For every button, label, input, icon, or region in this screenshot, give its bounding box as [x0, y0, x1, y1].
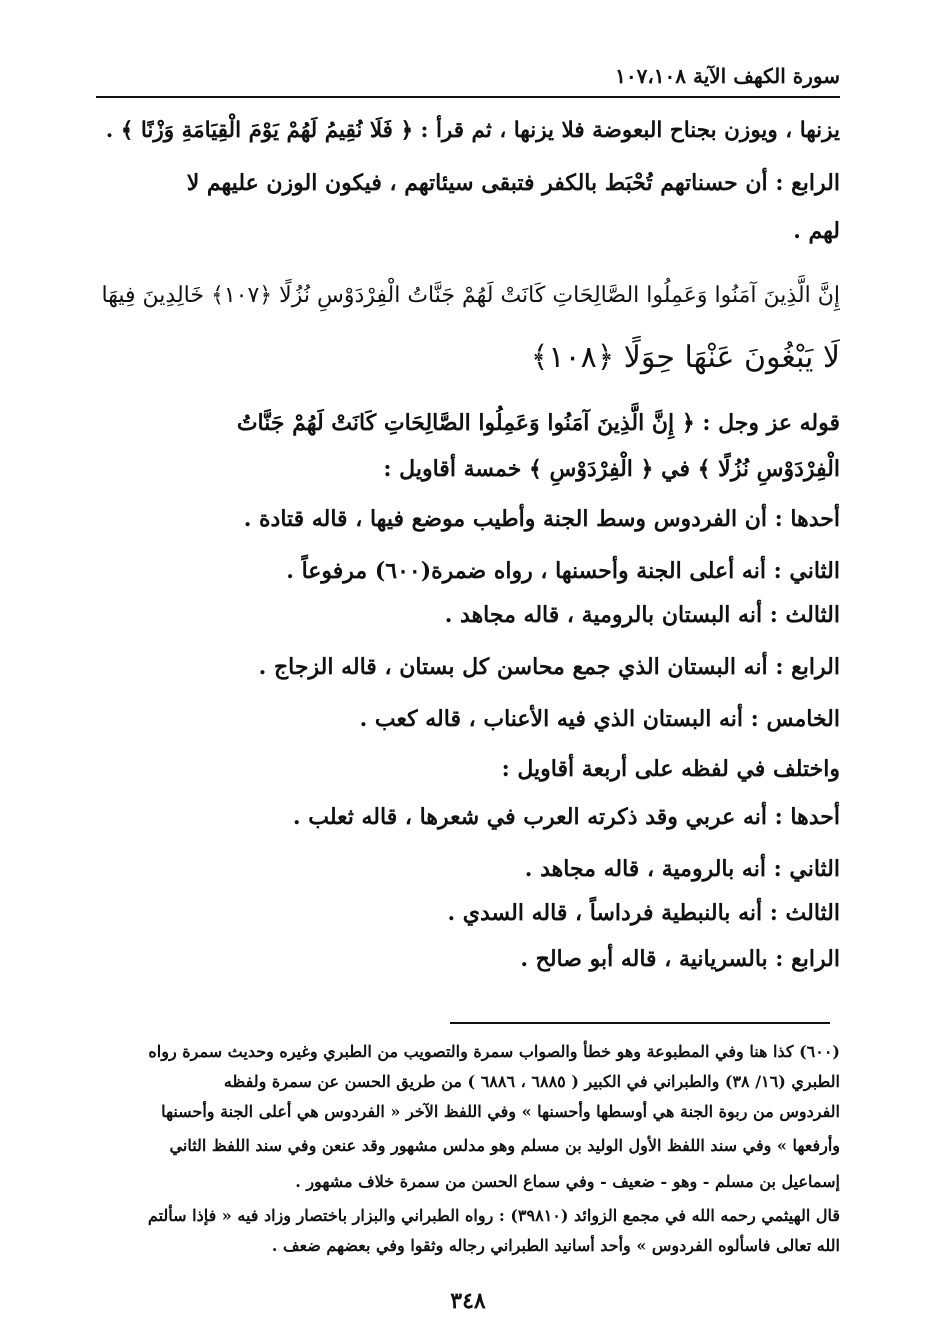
commentary-line: الْفِرْدَوْسِ نُزُلًا ﴾ في ﴿ الْفِرْدَوْسِ ﴾ خمسة أقاويل : — [383, 456, 840, 482]
commentary-line: الثالث : أنه البستان بالرومية ، قاله مجاهد . — [444, 602, 840, 628]
body-line: يزنها ، ويوزن بجناح البعوضة فلا يزنها ، ثم قرأ : ﴿ فَلَا نُقِيمُ لَهُمْ يَوْمَ الْقِيَامَةِ وَزْنًا ﴾ . — [105, 118, 840, 143]
header-rule — [96, 96, 840, 98]
quran-verse-line: لَا يَبْغُونَ عَنْهَا حِوَلًا ﴿١٠٨﴾ — [530, 340, 840, 375]
page-number: ٣٤٨ — [450, 1288, 486, 1314]
body-line: الرابع : أن حسناتهم تُحْبَط بالكفر فتبقى سيئاتهم ، فيكون الوزن عليهم لا — [186, 170, 840, 196]
footnote-line: الله تعالى فاسألوه الفردوس » وأحد أسانيد الطبراني رجاله وثقوا وفي بعضهم ضعف . — [271, 1236, 840, 1255]
footnote-line: قال الهيثمي رحمه الله في مجمع الزوائد (٣٩٨١٠) : رواه الطبراني والبزار باختصار وزاد فيه « فإذا سألتم — [147, 1206, 840, 1225]
footnote-line: (٦٠٠) كذا هنا وفي المطبوعة وهو خطأ والصواب سمرة والتصويب من الطبري وغيره وحديث سمرة رواه — [148, 1042, 840, 1061]
footnote-rule — [450, 1022, 830, 1024]
commentary-line: واختلف في لفظه على أربعة أقاويل : — [501, 756, 840, 782]
quran-verse-line: إِنَّ الَّذِينَ آمَنُوا وَعَمِلُوا الصَّالِحَاتِ كَانَتْ لَهُمْ جَنَّاتُ الْفِرْدَوْسِ نُزُلًا ﴿١٠٧﴾ خَالِدِينَ فِيهَا — [101, 283, 840, 308]
commentary-line: الثاني : أنه بالرومية ، قاله مجاهد . — [524, 856, 840, 882]
commentary-line: الثالث : أنه بالنبطية فرداساً ، قاله السدي . — [447, 900, 840, 926]
commentary-line: أحدها : أن الفردوس وسط الجنة وأطيب موضع فيها ، قاله قتادة . — [243, 506, 840, 532]
commentary-line: قوله عز وجل : ﴿ إِنَّ الَّذِينَ آمَنُوا وَعَمِلُوا الصَّالِحَاتِ كَانَتْ لَهُمْ جَنَّاتُ — [236, 410, 840, 436]
commentary-line: الثاني : أنه أعلى الجنة وأحسنها ، رواه ضمرة(٦٠٠) مرفوعاً . — [286, 558, 840, 584]
running-title: سورة الكهف الآية ١٠٧،١٠٨ — [615, 64, 840, 88]
commentary-line: أحدها : أنه عربي وقد ذكرته العرب في شعرها ، قاله ثعلب . — [292, 804, 840, 830]
footnote-line: وأرفعها » وفي سند اللفظ الأول الوليد بن مسلم وهو مدلس مشهور وقد عنعن وفي سند اللفظ الثاني — [169, 1136, 840, 1155]
commentary-line: الخامس : أنه البستان الذي فيه الأعناب ، قاله كعب . — [359, 706, 840, 732]
body-line: لهم . — [793, 218, 840, 244]
footnote-line: الفردوس من ربوة الجنة هي أوسطها وأحسنها » وفي اللفظ الآخر « الفردوس هي أعلى الجنة وأحسنها — [161, 1102, 840, 1121]
footnote-line: الطبري (١٦/ ٣٨) والطبراني في الكبير ( ٦٨٨٥ ، ٦٨٨٦ ) من طريق الحسن عن سمرة ولفظه — [223, 1072, 840, 1091]
footnote-line: إسماعيل بن مسلم - وهو - ضعيف - وفي سماع الحسن من سمرة خلاف مشهور . — [295, 1172, 840, 1191]
commentary-line: الرابع : بالسريانية ، قاله أبو صالح . — [520, 946, 840, 972]
commentary-line: الرابع : أنه البستان الذي جمع محاسن كل بستان ، قاله الزجاج . — [258, 654, 840, 680]
